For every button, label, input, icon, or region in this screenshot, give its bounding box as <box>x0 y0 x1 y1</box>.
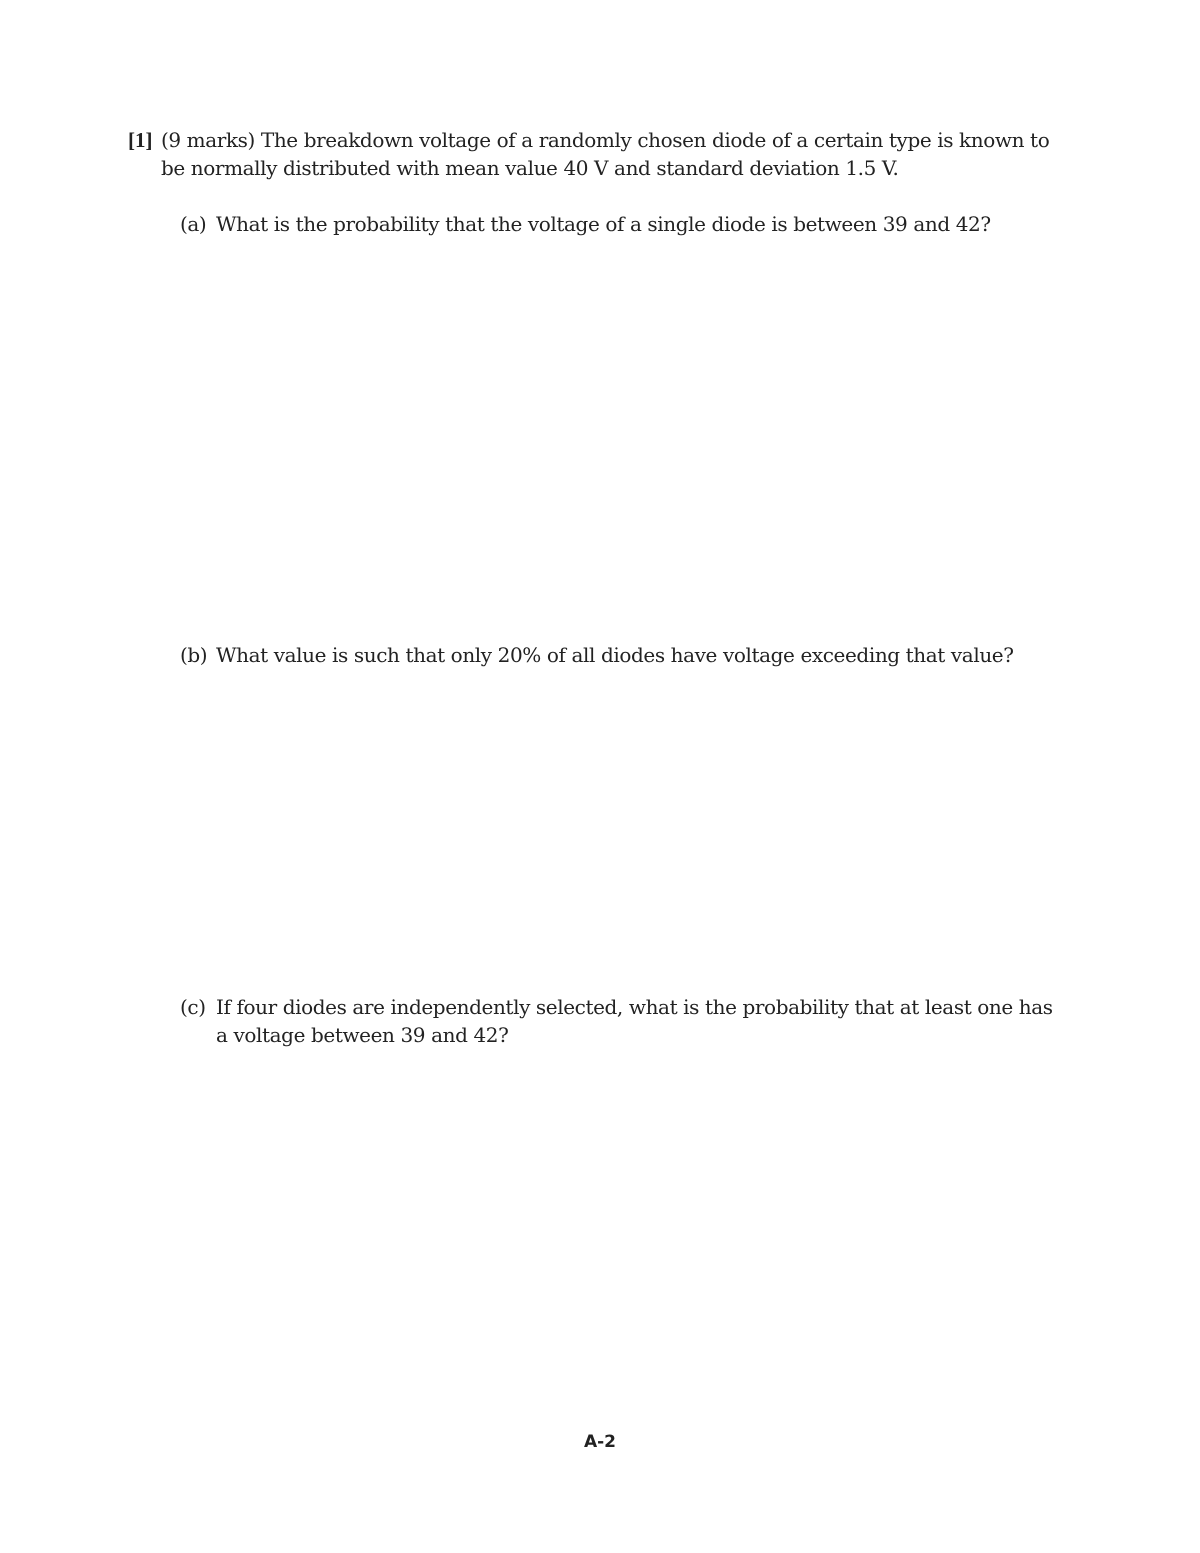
part-c-text: If four diodes are independently selected, what is the probability that at least one has a voltage between 39 and 42? <box>216 995 1053 1047</box>
part-c-label: (c) <box>180 995 206 1019</box>
page-footer-label: A-2 <box>583 1432 617 1452</box>
part-b <box>180 641 1060 669</box>
part-a <box>180 210 1060 238</box>
question-number: [1] <box>128 128 153 152</box>
question-1 <box>128 126 1068 182</box>
question-header <box>128 126 1068 182</box>
question-text: (9 marks) The breakdown voltage of a randomly chosen diode of a certain type is known to be normally distributed with mean value 40 V and standard deviation 1.5 V. <box>161 128 1050 180</box>
part-a-label: (a) <box>180 212 207 236</box>
part-c <box>180 993 1060 1049</box>
part-a-text: What is the probability that the voltage of a single diode is between 39 and 42? <box>216 212 991 236</box>
part-b-text: What value is such that only 20% of all diodes have voltage exceeding that value? <box>216 643 1014 667</box>
part-b-label: (b) <box>180 643 208 667</box>
